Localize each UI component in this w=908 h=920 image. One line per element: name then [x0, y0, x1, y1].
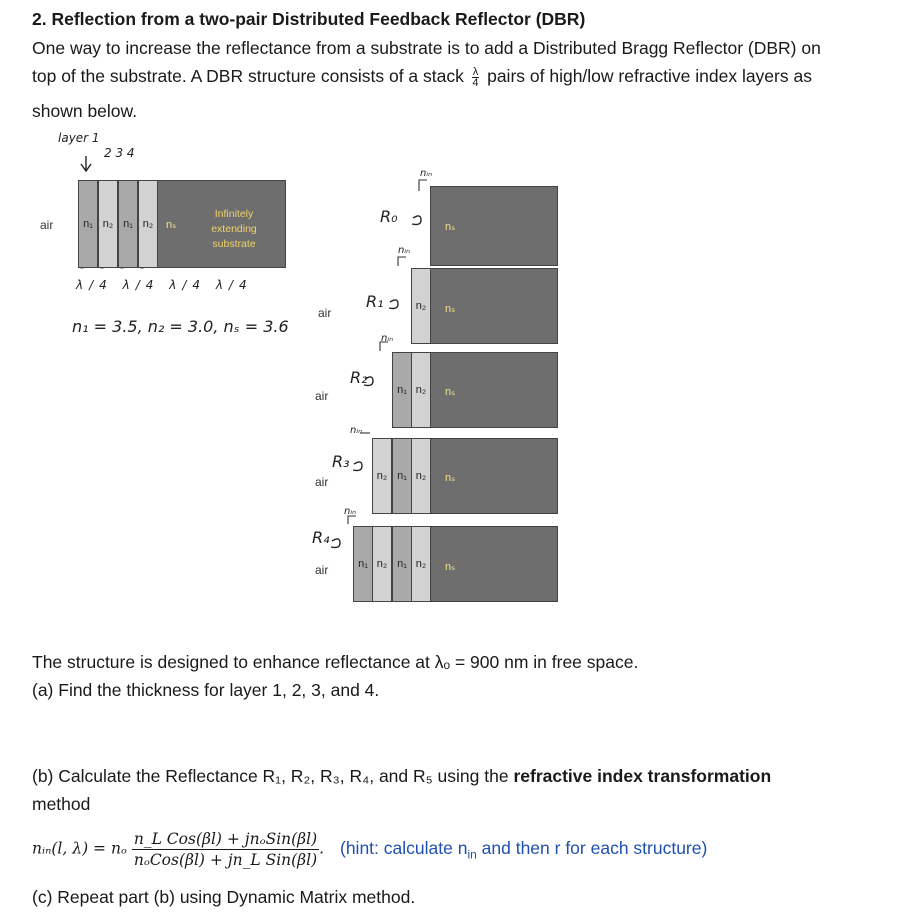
- stage1-nin: nᵢₙ: [398, 245, 411, 256]
- stage2-R: R₂: [350, 368, 368, 387]
- left-ns-label: nₛ: [166, 219, 177, 231]
- nin-equation: [32, 830, 324, 869]
- stage1-air: air: [318, 306, 332, 320]
- substrate-caption: [196, 207, 272, 252]
- part-b-bold: refractive index transformation: [513, 766, 772, 786]
- stage3-R: R₃: [332, 452, 350, 471]
- hint-sub: in: [467, 847, 477, 862]
- stage2-layer-1: n₁: [392, 352, 412, 428]
- stage3-ns: nₛ: [445, 472, 456, 484]
- stage4-R: R₄: [312, 528, 330, 547]
- substrate-caption-1: Infinitely: [214, 208, 254, 220]
- part-b-line-1: [32, 766, 771, 787]
- stage1-layer-1: n₂: [411, 268, 431, 344]
- hint-b: and then r for each structure): [476, 838, 708, 858]
- stage3-nin: nᵢₙ: [350, 425, 363, 436]
- design-line: The structure is designed to enhance reflectance at λₒ = 900 nm in free space.: [32, 652, 639, 672]
- hand-lambda-4: λ/4: [215, 278, 253, 292]
- hint-a: (hint: calculate n: [340, 838, 468, 858]
- left-layer-4: n₂: [138, 180, 158, 268]
- stage2-ns: nₛ: [445, 386, 456, 398]
- intro-line-1: One way to increase the reflectance from a substrate is to add a Distributed Bragg Reflector (DBR) on: [32, 38, 821, 58]
- eq-lhs: nᵢₙ(l, λ) = nₒ: [32, 839, 127, 858]
- hand-lambda-3: λ/4: [169, 278, 206, 292]
- stage2-air: air: [315, 389, 329, 403]
- left-layer-3: n₁: [118, 180, 138, 268]
- stage4-layer-2: n₂: [372, 526, 392, 602]
- substrate-caption-3: substrate: [212, 238, 256, 250]
- stage0-R: R₀: [380, 207, 398, 226]
- stage3-air: air: [315, 475, 329, 489]
- stage2-nin: nᵢₙ: [381, 333, 394, 344]
- eq-fraction: [132, 830, 319, 869]
- intro-line-3: shown below.: [32, 101, 138, 121]
- stage2-layer-2: n₂: [411, 352, 431, 428]
- stage4-layer-1: n₁: [353, 526, 373, 602]
- eq-tail: .: [319, 839, 325, 858]
- stage0-ns: nₛ: [445, 221, 456, 233]
- eq-denominator: nₒCos(βl) + jn_L Sin(βl): [133, 851, 318, 869]
- hand-lambda-1: λ/4: [76, 278, 113, 292]
- problem-heading: 2. Reflection from a two-pair Distributed Feedback Reflector (DBR): [32, 9, 586, 29]
- stage3-layer-1: n₂: [372, 438, 392, 514]
- stage4-layer-3: n₁: [392, 526, 412, 602]
- intro-line-2b: pairs of high/low refractive index layers as: [482, 66, 812, 86]
- part-a: (a) Find the thickness for layer 1, 2, 3, and 4.: [32, 680, 380, 700]
- part-c: (c) Repeat part (b) using Dynamic Matrix method.: [32, 887, 416, 907]
- substrate-caption-2: extending: [211, 223, 257, 235]
- stage4-air: air: [315, 563, 329, 577]
- hand-indices: n₁ = 3.5, n₂ = 3.0, nₛ = 3.6: [72, 317, 289, 336]
- stage1-ns: nₛ: [445, 303, 456, 315]
- left-layer-2: n₂: [98, 180, 118, 268]
- hand-lambda-2: λ/4: [122, 278, 160, 292]
- frac-den: 4: [472, 76, 479, 89]
- frac-num: λ: [472, 65, 479, 78]
- stage3-layer-3: n₂: [411, 438, 431, 514]
- hand-layer-numbers: 2 3 4: [104, 146, 135, 160]
- stage3-layer-2: n₁: [392, 438, 412, 514]
- part-b-line-2: method: [32, 794, 91, 814]
- part-b-text: (b) Calculate the Reflectance R₁, R₂, R₃, R₄, and R₅ using the: [32, 766, 514, 786]
- stage0-nin: nᵢₙ: [420, 168, 433, 179]
- stage1-R: R₁: [366, 292, 384, 311]
- stage4-ns: nₛ: [445, 561, 456, 573]
- left-air-label: air: [40, 218, 54, 232]
- hand-layer-label: layer 1: [58, 131, 100, 145]
- eq-numerator: n_L Cos(βl) + jnₒSin(βl): [133, 830, 318, 848]
- stage4-layer-4: n₂: [411, 526, 431, 602]
- intro-line-2a: top of the substrate. A DBR structure consists of a stack: [32, 66, 469, 86]
- stage4-nin: nᵢₙ: [344, 506, 357, 517]
- hand-lambdas: [76, 278, 253, 292]
- hint-text: [340, 838, 707, 862]
- left-layer-1: n₁: [78, 180, 98, 268]
